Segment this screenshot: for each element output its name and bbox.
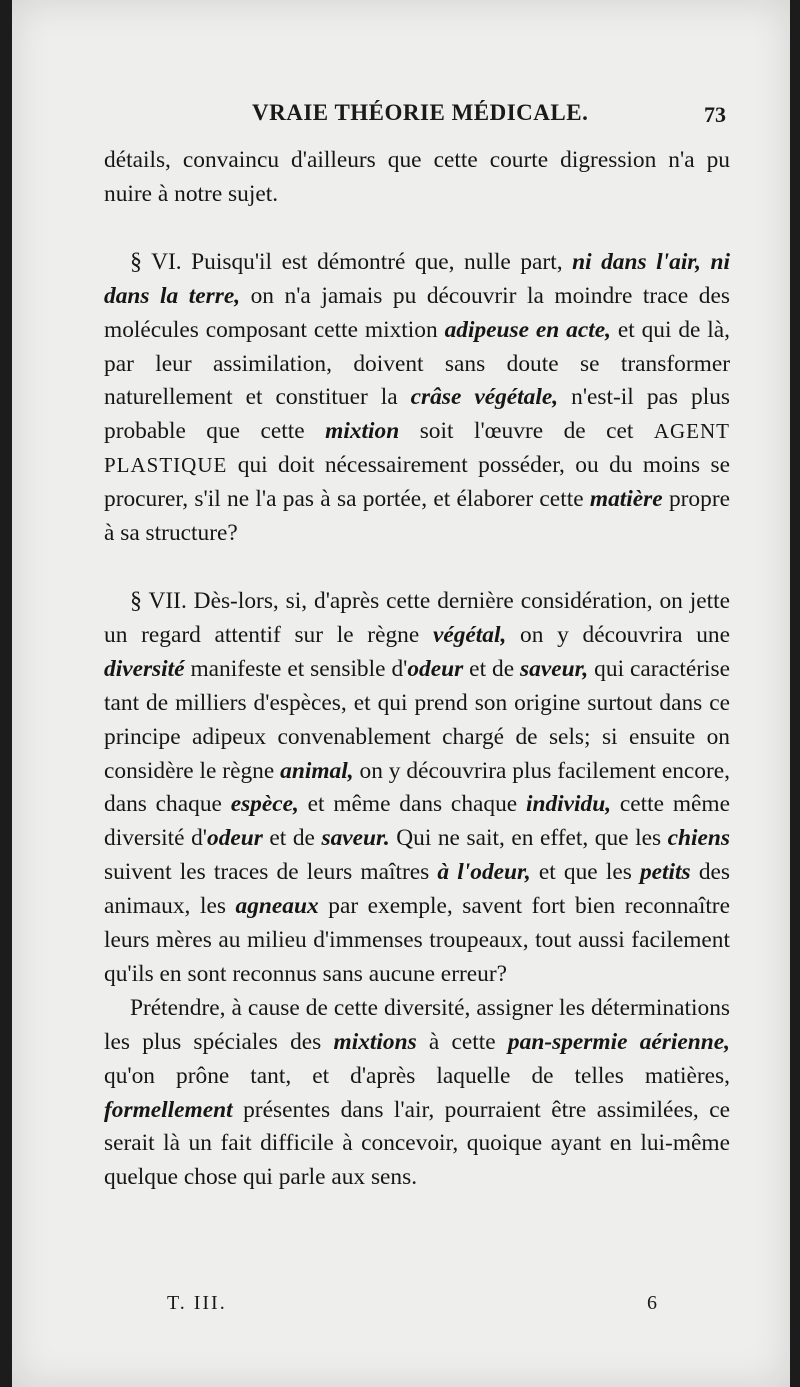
paragraph-section-vi <box>104 246 730 551</box>
text-run: et de <box>262 825 322 852</box>
text-run: qui doit nécessairement posséder, ou du moins se procurer, s'il ne l'a pas à sa portée, et élaborer cette <box>104 452 730 513</box>
text-run: à cette <box>416 1028 508 1055</box>
section-sign: § <box>130 248 142 275</box>
text-run: qui caractérise tant de milliers d'espèces, et qui prend son origine surtout dans ce principe adipeux convenablement chargé de sels; si ensuite on considère le règne <box>104 655 730 784</box>
emphasis: ni dans l'air, ni dans la terre, <box>104 248 730 309</box>
text-run: VI. Puisqu'il est démontré que, nulle part, <box>142 248 573 275</box>
text-run: suivent les traces de leurs maîtres <box>104 859 438 886</box>
small-caps: AGENT PLASTIQUE <box>104 419 730 478</box>
emphasis: espèce, <box>230 791 299 818</box>
page-number: 73 <box>704 102 726 127</box>
section-sign: § <box>130 587 142 614</box>
paragraph-section-vii <box>104 585 730 992</box>
text-run: et de <box>463 655 521 682</box>
text-run: détails, convaincu d'ailleurs que cette courte digression n'a pu nuire à notre sujet. <box>104 147 730 207</box>
emphasis: saveur, <box>520 655 589 682</box>
emphasis: mixtions <box>333 1028 417 1055</box>
text-run: soit l'œuvre de cet <box>399 418 654 445</box>
emphasis: agneaux <box>235 893 319 920</box>
emphasis: animal, <box>280 757 354 784</box>
page-footer <box>12 1292 790 1324</box>
emphasis: saveur. <box>321 825 390 852</box>
emphasis: crâse végétale, <box>410 384 559 411</box>
emphasis: diversité <box>104 655 185 682</box>
emphasis: à l'odeur, <box>437 859 531 886</box>
book-page <box>12 0 790 1387</box>
text-run: Qui ne sait, en effet, que les <box>389 825 668 852</box>
emphasis: végétal, <box>432 621 507 648</box>
page-header <box>12 98 790 138</box>
text-run: propre à sa structure? <box>104 486 730 547</box>
emphasis: pan-spermie aérienne, <box>507 1028 731 1055</box>
text-run: VII. Dès-lors, si, d'après cette dernière considération, on jette un regard attentif sur le règne <box>104 587 730 648</box>
volume-signature: T. III. <box>167 1292 227 1314</box>
text-run: présentes dans l'air, pourraient être assimilées, ce serait là un fait difficile à concevoir, quoique ayant en lui-même quelque chose qui parle aux sens. <box>104 1096 730 1191</box>
emphasis: petits <box>639 859 691 886</box>
paragraph-1 <box>104 144 730 212</box>
emphasis: odeur <box>407 655 464 682</box>
text-run: des animaux, les <box>104 859 731 920</box>
text-run: et qui de là, par leur assimilation, doivent sans doute se transformer naturellement et constituer la <box>104 316 730 411</box>
text-run: on y découvrira une <box>506 621 730 648</box>
emphasis: formellement <box>104 1096 233 1123</box>
text-run: qu'on prône tant, et d'après laquelle de telles matières, <box>104 1062 730 1089</box>
text-run: par exemple, savent fort bien reconnaître leurs mères au milieu d'immenses troupeaux, tout aussi facilement qu'ils en sont reconnus sans aucune erreur? <box>104 893 730 987</box>
emphasis: mixtion <box>325 418 400 445</box>
text-run: cette même diversité d' <box>104 791 730 852</box>
running-title: VRAIE THÉORIE MÉDICALE. <box>252 100 589 125</box>
emphasis: adipeuse en acte, <box>444 316 611 343</box>
sheet-number: 6 <box>647 1292 657 1314</box>
text-run: n'est-il pas plus probable que cette <box>104 384 731 445</box>
text-run: on n'a jamais pu découvrir la moindre trace des molécules composant cette mixtion <box>104 282 730 343</box>
text-run: et même dans chaque <box>298 791 526 818</box>
emphasis: matière <box>589 486 663 513</box>
paragraph-4 <box>104 992 730 1195</box>
text-run: manifeste et sensible d' <box>184 655 408 682</box>
emphasis: odeur <box>207 825 263 852</box>
emphasis: individu, <box>525 791 612 818</box>
body-text <box>104 144 730 1195</box>
text-run: et que les <box>530 859 640 886</box>
text-run: Prétendre, à cause de cette diversité, assigner les déterminations les plus spéciales des <box>104 994 730 1055</box>
text-run: on y découvrira plus facilement encore, dans chaque <box>104 757 730 818</box>
emphasis: chiens <box>667 825 730 852</box>
